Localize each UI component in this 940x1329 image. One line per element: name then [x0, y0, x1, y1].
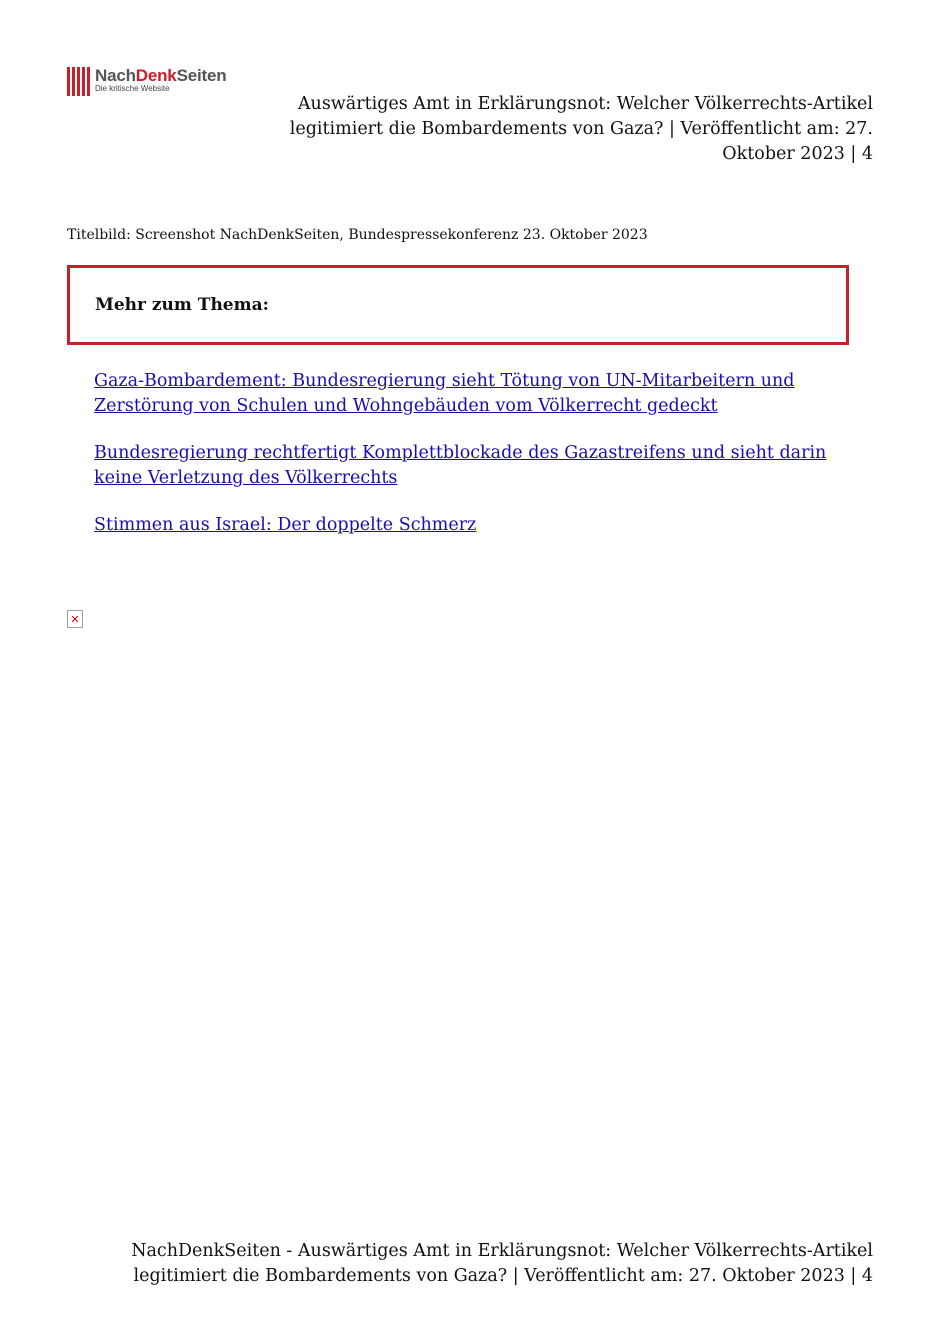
header-title: Auswärtiges Amt in Erklärungsnot: Welcher Völkerrechts-Artikel legitimiert die Bombardements von Gaza? | Veröffentlicht am: 27. Oktober 2023 | 4 [289, 94, 873, 164]
image-caption: Titelbild: Screenshot NachDenkSeiten, Bundespressekonferenz 23. Oktober 2023 [67, 227, 648, 243]
logo-text [95, 67, 226, 93]
logo-bars-icon [67, 67, 90, 96]
site-logo[interactable] [67, 67, 226, 97]
more-topic-heading: Mehr zum Thema: [95, 295, 269, 315]
related-link[interactable]: Bundesregierung rechtfertigt Komplettblockade des Gazastreifens und sieht darin keine Verletzung des Völkerrechts [94, 443, 827, 488]
page-footer: NachDenkSeiten - Auswärtiges Amt in Erklärungsnot: Welcher Völkerrechts-Artikel legitimiert die Bombardements von Gaza? | Veröffentlicht am: 27. Oktober 2023 | 4 [131, 1241, 873, 1286]
broken-image-icon: ✕ [67, 610, 83, 628]
logo-name-part3: Seiten [176, 66, 227, 85]
related-links [94, 369, 834, 560]
related-link[interactable]: Gaza-Bombardement: Bundesregierung sieht Tötung von UN-Mitarbeitern und Zerstörung von Schulen und Wohngebäuden vom Völkerrecht gedeckt [94, 371, 795, 416]
logo-name [95, 67, 226, 84]
logo-name-part1: Nach [95, 66, 136, 85]
logo-tagline: Die kritische Website [95, 84, 170, 93]
more-topic-box [67, 265, 849, 345]
related-link[interactable]: Stimmen aus Israel: Der doppelte Schmerz [94, 515, 477, 535]
logo-name-part2: Denk [135, 66, 177, 85]
